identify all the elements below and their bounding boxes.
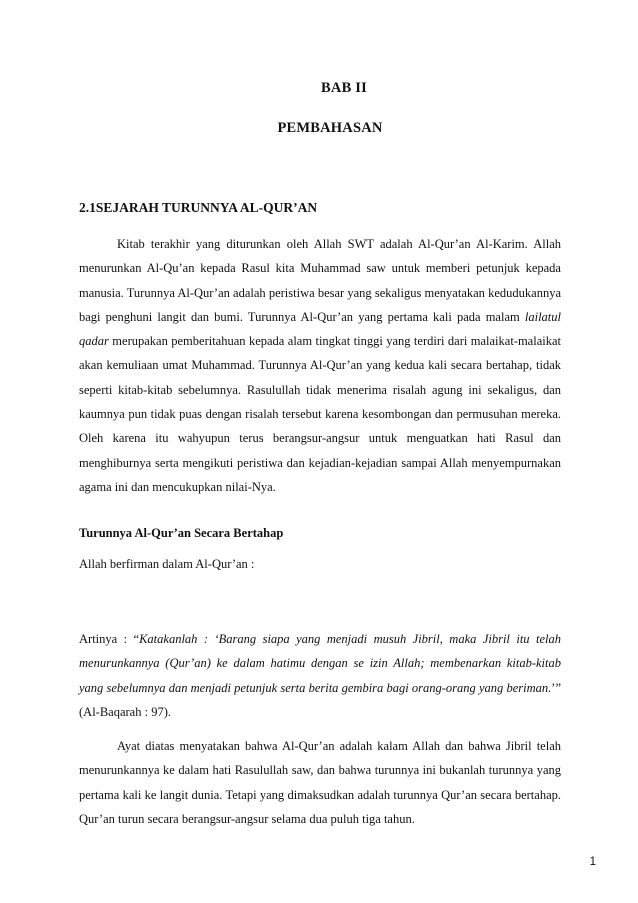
body-paragraph-1 — [79, 232, 561, 499]
translation-italic-text: Katakanlah : ‘Barang siapa yang menjadi musuh Jibril, maka Jibril itu telah menurunkannya (Qur’an) ke dalam hatimu dengan se izin Allah; membenarkan kitab-kitab yang sebelumnya dan menjadi petunjuk serta berita gembira bagi orang-orang yang beriman. — [79, 632, 561, 695]
arabic-verse-area — [79, 580, 561, 620]
page-number: 1 — [589, 856, 596, 868]
chapter-number: BAB II — [321, 80, 367, 96]
section-heading: 2.1SEJARAH TURUNNYA AL-QUR’AN — [79, 200, 318, 215]
paragraph-1-text-b: merupakan pemberitahuan kepada alam tingkat tinggi yang terdiri dari malaikat-malaikat akan kemuliaan umat Muhammad. Turunnya Al-Qur’an yang kedua kali secara bertahap, tidak seperti kitab-kitab sebelumnya. Rasulullah tidak menerima risalah agung ini sekaligus, dan kaumnya pun tidak puas dengan risalah tersebut karena kesombongan dan permusuhan mereka. Oleh karena itu wahyupun terus berangsur-angsur untuk menguatkan hati Rasul dan menghiburnya serta mengikuti peristiwa dan kejadian-kejadian sampai Allah menyempurnakan agama ini dan mencukupkan nilai-Nya. — [79, 334, 561, 494]
verse-translation — [79, 627, 561, 724]
paragraph-1-italic-term: lailatul qadar — [79, 309, 561, 349]
translation-prefix: Artinya : “ — [79, 632, 140, 646]
subsection-heading: Turunnya Al-Qur’an Secara Bertahap — [79, 526, 284, 540]
paragraph-1-text-a: Kitab terakhir yang diturunkan oleh Allah SWT adalah Al-Qur’an Al-Karim. Allah menurunkan Al-Qu’an kepada Rasul kita Muhammad saw untuk memberi petunjuk kepada manusia. Turunnya Al-Qur’an adalah peristiwa besar yang sekaligus menyatakan kedudukannya bagi penghuni langit dan bumi. Turunnya Al-Qur’an yang pertama kali pada malam — [79, 237, 561, 324]
translation-suffix: ’” (Al-Baqarah : 97). — [79, 680, 561, 719]
chapter-title: PEMBAHASAN — [277, 120, 383, 136]
body-paragraph-2: Ayat diatas menyatakan bahwa Al-Qur’an adalah kalam Allah dan bahwa Jibril telah menurunkannya ke dalam hati Rasulullah saw, dan bahwa turunnya ini bukanlah turunnya yang pertama kali ke langit dunia. Tetapi yang dimaksudkan adalah turunnya Qur’an secara bertahap. Qur’an turun secara berangsur-angsur selama dua puluh tiga tahun. — [79, 739, 561, 826]
quran-intro-text: Allah berfirman dalam Al-Qur’an : — [79, 557, 255, 571]
